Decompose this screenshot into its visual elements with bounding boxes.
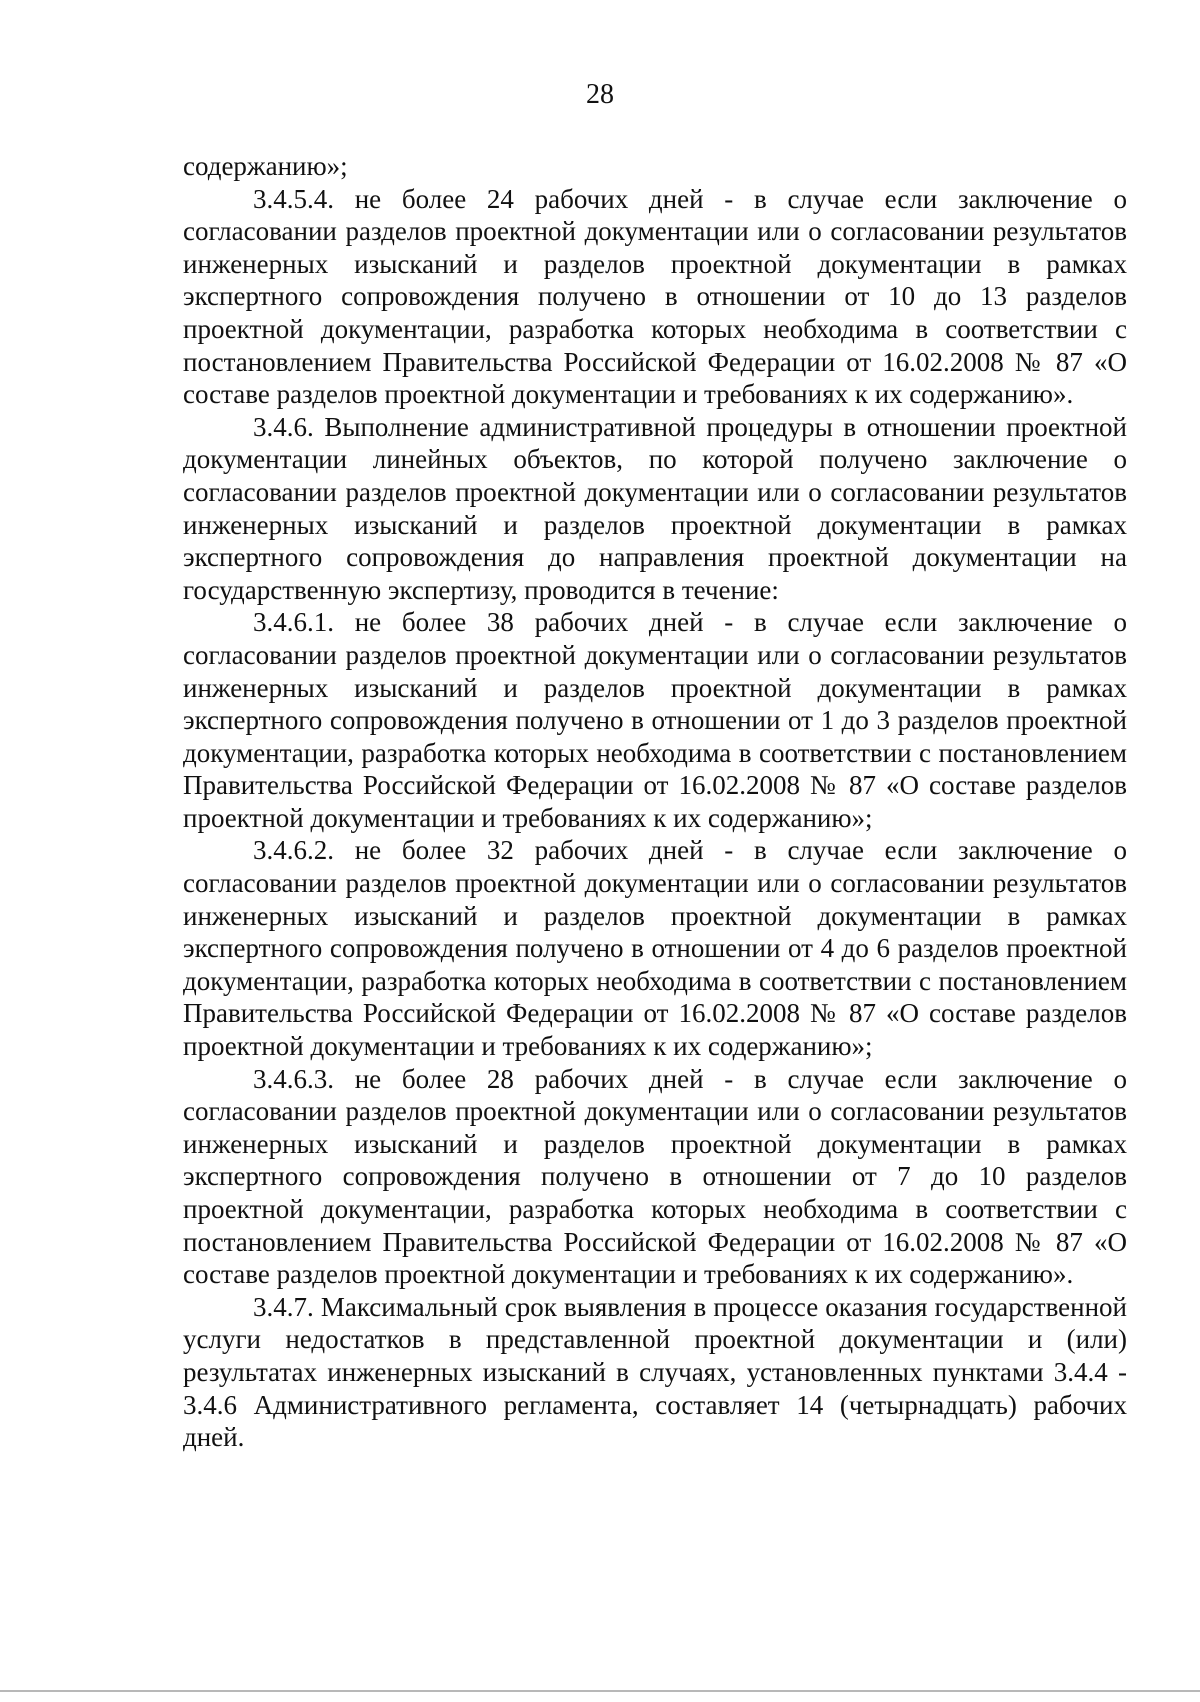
paragraph-continuation: содержанию»;: [183, 151, 348, 181]
document-body: [183, 150, 1127, 1454]
scan-edge-line: [0, 1690, 1200, 1692]
paragraph-3-4-6-2: 3.4.6.2. не более 32 рабочих дней - в случае если заключение о согласовании разделов проектной документации или о согласовании результатов инженерных изысканий и разделов проектной документации в рамках экспертного сопровождения получено в отношении от 4 до 6 разделов проектной документации, разработка которых необходима в соответствии с постановлением Правительства Российской Федерации от 16.02.2008 № 87 «О составе разделов проектной документации и требованиях к их содержанию»;: [183, 835, 1127, 1062]
paragraph-3-4-7: 3.4.7. Максимальный срок выявления в процессе оказания государственной услуги недостатков в представленной проектной документации и (или) результатах инженерных изысканий в случаях, установленных пунктами 3.4.4 - 3.4.6 Административного регламента, составляет 14 (четырнадцать) рабочих дней.: [183, 1291, 1127, 1453]
paragraph-3-4-5-4: 3.4.5.4. не более 24 рабочих дней - в случае если заключение о согласовании разделов проектной документации или о согласовании результатов инженерных изысканий и разделов проектной документации в рамках экспертного сопровождения получено в отношении от 10 до 13 разделов проектной документации, разработка которых необходима в соответствии с постановлением Правительства Российской Федерации от 16.02.2008 № 87 «О составе разделов проектной документации и требованиях к их содержанию».: [183, 183, 1127, 410]
paragraph-3-4-6-3: 3.4.6.3. не более 28 рабочих дней - в случае если заключение о согласовании разделов проектной документации или о согласовании результатов инженерных изысканий и разделов проектной документации в рамках экспертного сопровождения получено в отношении от 7 до 10 разделов проектной документации, разработка которых необходима в соответствии с постановлением Правительства Российской Федерации от 16.02.2008 № 87 «О составе разделов проектной документации и требованиях к их содержанию».: [183, 1063, 1127, 1290]
paragraph-3-4-6-1: 3.4.6.1. не более 38 рабочих дней - в случае если заключение о согласовании разделов проектной документации или о согласовании результатов инженерных изысканий и разделов проектной документации в рамках экспертного сопровождения получено в отношении от 1 до 3 разделов проектной документации, разработка которых необходима в соответствии с постановлением Правительства Российской Федерации от 16.02.2008 № 87 «О составе разделов проектной документации и требованиях к их содержанию»;: [183, 607, 1127, 833]
paragraph-3-4-6: 3.4.6. Выполнение административной процедуры в отношении проектной документации линейных объектов, по которой получено заключение о согласовании разделов проектной документации или о согласовании результатов инженерных изысканий и разделов проектной документации в рамках экспертного сопровождения до направления проектной документации на государственную экспертизу, проводится в течение:: [183, 411, 1127, 605]
page-number: 28: [586, 79, 614, 110]
